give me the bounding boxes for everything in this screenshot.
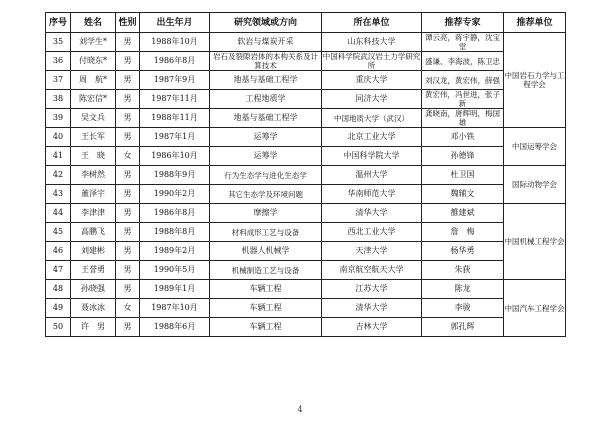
expert-cell: 魏辅文 (422, 185, 504, 204)
unit-cell: 重庆大学 (322, 71, 422, 90)
expert-cell: 杨华勇 (422, 242, 504, 261)
field-cell: 车辆工程 (210, 299, 322, 318)
page-number: 4 (297, 405, 303, 414)
birth-cell: 1987年10月 (140, 299, 210, 318)
expert-cell: 李骏 (422, 299, 504, 318)
seq-cell: 41 (46, 147, 71, 166)
field-cell: 软岩与煤炭开采 (210, 33, 322, 52)
birth-cell: 1990年5月 (140, 261, 210, 280)
gender-cell: 男 (116, 280, 140, 299)
field-cell: 其它生态学及环境问题 (210, 185, 322, 204)
header-cell: 性别 (116, 13, 140, 33)
seq-cell: 44 (46, 204, 71, 223)
unit-cell: 同济大学 (322, 90, 422, 109)
unit-cell: 北京工业大学 (322, 128, 422, 147)
field-cell: 运筹学 (210, 128, 322, 147)
field-cell: 行为生态学与进化生态学 (210, 166, 322, 185)
gender-cell: 男 (116, 109, 140, 128)
birth-cell: 1987年9月 (140, 71, 210, 90)
birth-cell: 1988年6月 (140, 318, 210, 337)
seq-cell: 50 (46, 318, 71, 337)
name-cell: 刘建彬 (71, 242, 116, 261)
expert-cell: 孙德锋 (422, 147, 504, 166)
gender-cell: 男 (116, 128, 140, 147)
birth-cell: 1987年1月 (140, 128, 210, 147)
table-row (46, 33, 566, 52)
expert-cell: 邓小铁 (422, 128, 504, 147)
unit-cell: 华南师范大学 (322, 185, 422, 204)
birth-cell: 1989年1月 (140, 280, 210, 299)
unit-cell: 南京航空航天大学 (322, 261, 422, 280)
header-cell: 推荐单位 (504, 13, 566, 33)
gender-cell: 女 (116, 299, 140, 318)
name-cell: 陈宏信* (71, 90, 116, 109)
candidate-table (45, 12, 566, 337)
seq-cell: 35 (46, 33, 71, 52)
field-cell: 地基与基础工程学 (210, 71, 322, 90)
seq-cell: 38 (46, 90, 71, 109)
field-cell: 运筹学 (210, 147, 322, 166)
document-page (45, 12, 565, 337)
unit-cell: 中国科学院武汉岩土力学研究所 (322, 52, 421, 70)
birth-cell: 1990年2月 (140, 185, 210, 204)
seq-cell: 37 (46, 71, 71, 90)
field-cell: 机器人机械学 (210, 242, 322, 261)
table-row (46, 109, 566, 128)
table-row (46, 261, 566, 280)
recommender-cell: 中国岩石力学与工程学会 (504, 33, 566, 128)
header-cell: 序号 (46, 13, 71, 33)
seq-cell: 43 (46, 185, 71, 204)
expert-cell: 黄宏伟，冯世进，张子新 (422, 90, 504, 109)
table-row (46, 223, 566, 242)
field-cell: 车辆工程 (210, 318, 322, 337)
gender-cell: 男 (116, 166, 140, 185)
table-row (46, 52, 566, 71)
unit-cell: 江苏大学 (322, 280, 422, 299)
field-cell: 车辆工程 (210, 280, 322, 299)
field-cell: 材料成形工艺与设备 (210, 223, 322, 242)
seq-cell: 36 (46, 52, 71, 71)
name-cell: 王誉勇 (71, 261, 116, 280)
name-cell: 孙晓强 (71, 280, 116, 299)
table-row (46, 242, 566, 261)
gender-cell: 男 (116, 90, 140, 109)
header-cell: 出生年月 (140, 13, 210, 33)
expert-cell: 盛谦、李海波，陈卫忠 (422, 52, 504, 71)
gender-cell: 男 (116, 242, 140, 261)
unit-cell: 山东科技大学 (322, 33, 422, 52)
field-cell: 摩擦学 (210, 204, 322, 223)
seq-cell: 47 (46, 261, 71, 280)
name-cell: 王 晓 (71, 147, 116, 166)
table-row (46, 147, 566, 166)
unit-cell: 清华大学 (322, 204, 422, 223)
gender-cell: 男 (116, 71, 140, 90)
unit-cell: 中国科学院大学 (322, 147, 422, 166)
birth-cell: 1987年11月 (140, 90, 210, 109)
expert-cell: 陈龙 (422, 280, 504, 299)
seq-cell: 39 (46, 109, 71, 128)
name-cell: 王长军 (71, 128, 116, 147)
table-row (46, 204, 566, 223)
expert-cell: 杜卫国 (422, 166, 504, 185)
name-cell: 吴文兵 (71, 109, 116, 128)
field-cell: 地基与基础工程学 (210, 109, 322, 128)
expert-cell: 詹 梅 (422, 223, 504, 242)
birth-cell: 1986年8月 (140, 204, 210, 223)
field-cell: 机械制造工艺与设备 (210, 261, 322, 280)
seq-cell: 40 (46, 128, 71, 147)
table-row (46, 128, 566, 147)
seq-cell: 42 (46, 166, 71, 185)
header-cell: 推荐专家 (422, 13, 504, 33)
unit-cell: 天津大学 (322, 242, 422, 261)
gender-cell: 男 (116, 223, 140, 242)
table-row (46, 166, 566, 185)
seq-cell: 49 (46, 299, 71, 318)
name-cell: 高鹏飞 (71, 223, 116, 242)
gender-cell: 男 (116, 318, 140, 337)
header-cell: 所在单位 (322, 13, 422, 33)
gender-cell: 男 (116, 261, 140, 280)
field-cell: 岩石及裂隙岩体的本构关系及计算技术 (210, 52, 322, 71)
expert-cell: 朱荻 (422, 261, 504, 280)
header-cell: 姓名 (71, 13, 116, 33)
birth-cell: 1986年10月 (140, 147, 210, 166)
expert-cell: 刘汉龙，黄宏伟，薛强 (422, 71, 504, 90)
birth-cell: 1988年11月 (140, 109, 210, 128)
seq-cell: 46 (46, 242, 71, 261)
name-cell: 李树然 (71, 166, 116, 185)
table-row (46, 71, 566, 90)
unit-cell: 温州大学 (322, 166, 422, 185)
gender-cell: 男 (116, 33, 140, 52)
expert-cell: 郭孔辉 (422, 318, 504, 337)
unit-cell: 清华大学 (322, 299, 422, 318)
gender-cell: 男 (116, 52, 140, 71)
name-cell: 付晓东* (71, 52, 116, 71)
table-row (46, 90, 566, 109)
table-row (46, 280, 566, 299)
recommender-cell: 国际动物学会 (504, 166, 566, 204)
name-cell: 李津津 (71, 204, 116, 223)
table-row (46, 318, 566, 337)
gender-cell: 男 (116, 185, 140, 204)
gender-cell: 女 (116, 147, 140, 166)
name-cell: 许 男 (71, 318, 116, 337)
gender-cell: 男 (116, 204, 140, 223)
table-row (46, 299, 566, 318)
unit-cell: 西北工业大学 (322, 223, 422, 242)
name-cell: 聂冰冰 (71, 299, 116, 318)
table-body (46, 33, 566, 337)
unit-cell: 中国地质大学（武汉） (322, 109, 422, 128)
expert-cell: 谭云亮，蒋宇静，沈宝堂 (422, 33, 504, 52)
expert-cell: 龚晓南，唐辉明，梅国雄 (422, 109, 504, 128)
expert-cell: 雒建斌 (422, 204, 504, 223)
recommender-cell: 中国机械工程学会 (504, 204, 566, 280)
field-cell: 工程地质学 (210, 90, 322, 109)
name-cell: 刘学生* (71, 33, 116, 52)
birth-cell: 1988年8月 (140, 223, 210, 242)
table-header-row (46, 13, 566, 33)
birth-cell: 1986年8月 (140, 52, 210, 71)
birth-cell: 1988年9月 (140, 166, 210, 185)
seq-cell: 45 (46, 223, 71, 242)
birth-cell: 1988年10月 (140, 33, 210, 52)
unit-cell: 吉林大学 (322, 318, 422, 337)
name-cell: 董泽宇 (71, 185, 116, 204)
recommender-cell: 中国汽车工程学会 (504, 280, 566, 337)
recommender-cell: 中国运筹学会 (504, 128, 566, 166)
table-row (46, 185, 566, 204)
header-cell: 研究领域或方向 (210, 13, 322, 33)
name-cell: 周 航* (71, 71, 116, 90)
birth-cell: 1989年2月 (140, 242, 210, 261)
seq-cell: 48 (46, 280, 71, 299)
